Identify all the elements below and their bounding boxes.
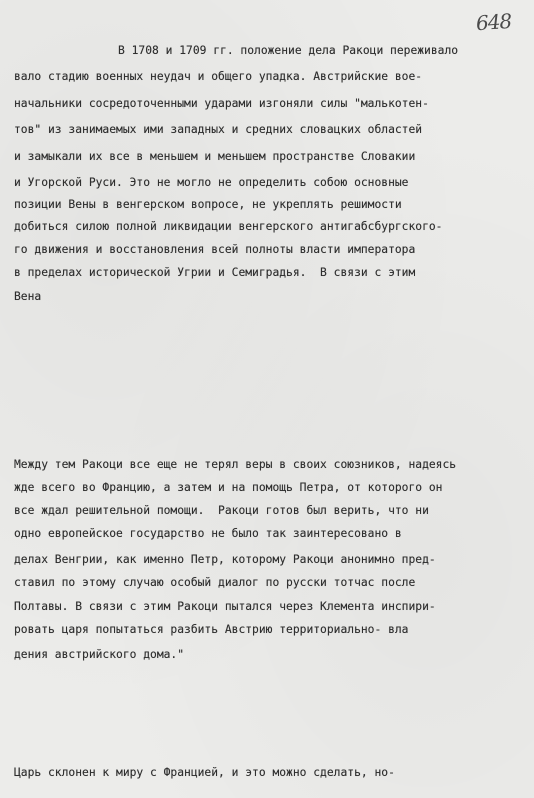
text-line: го движения и восстановления всей полноты власти императора bbox=[14, 243, 416, 256]
text-line: дения австрийского дома." bbox=[14, 648, 185, 661]
text-line: ровать царя попытаться разбить Австрию территориально- вла bbox=[14, 623, 409, 636]
text-line: Полтавы. В связи с этим Ракоци пытался через Клемента инспири- bbox=[14, 600, 436, 613]
page-number: 648 bbox=[475, 8, 512, 36]
text-line: жде всего во Францию, а затем и на помощь Петра, от которого он bbox=[14, 481, 443, 494]
text-line: вало стадию военных неудач и общего упадка. Австрийские вое- bbox=[14, 70, 423, 83]
text-line: Царь склонен к миру с Францией, и это можно сделать, но- bbox=[14, 766, 395, 779]
text-line: тов" из занимаемых ими западных и средних словацких областей bbox=[14, 123, 423, 136]
text-line: В 1708 и 1709 гг. положение дела Ракоци переживало bbox=[118, 44, 459, 57]
text-line: Между тем Ракоци все еще не терял веры в своих союзников, надеясь bbox=[14, 458, 457, 471]
text-line: Вена bbox=[14, 290, 42, 303]
text-line: позиции Вены в венгерском вопросе, не укреплять решимости bbox=[14, 198, 402, 211]
text-line: в пределах исторической Угрии и Семиградья. В связи с этим bbox=[14, 266, 416, 279]
text-line: ставил по этому случаю особый диалог по русски тотчас после bbox=[14, 576, 416, 589]
text-line: и Угорской Руси. Это не могло не определить собою основные bbox=[14, 176, 409, 189]
text-line: добиться силою полной ликвидации венгерского антигабсбургского- bbox=[14, 220, 443, 233]
text-line: начальники сосредоточенными ударами изгоняли силы "малькотен- bbox=[14, 97, 429, 110]
text-line: одно европейское государство не было так заинтересовано в bbox=[14, 527, 402, 540]
text-line: делах Венгрии, как именно Петр, которому Ракоци анонимно пред- bbox=[14, 553, 436, 566]
text-line: и замыкали их все в меньшем и меньшем пространстве Словакии bbox=[14, 150, 416, 163]
text-line: все ждал решительной помощи. Ракоци готов был верить, что ни bbox=[14, 504, 429, 517]
